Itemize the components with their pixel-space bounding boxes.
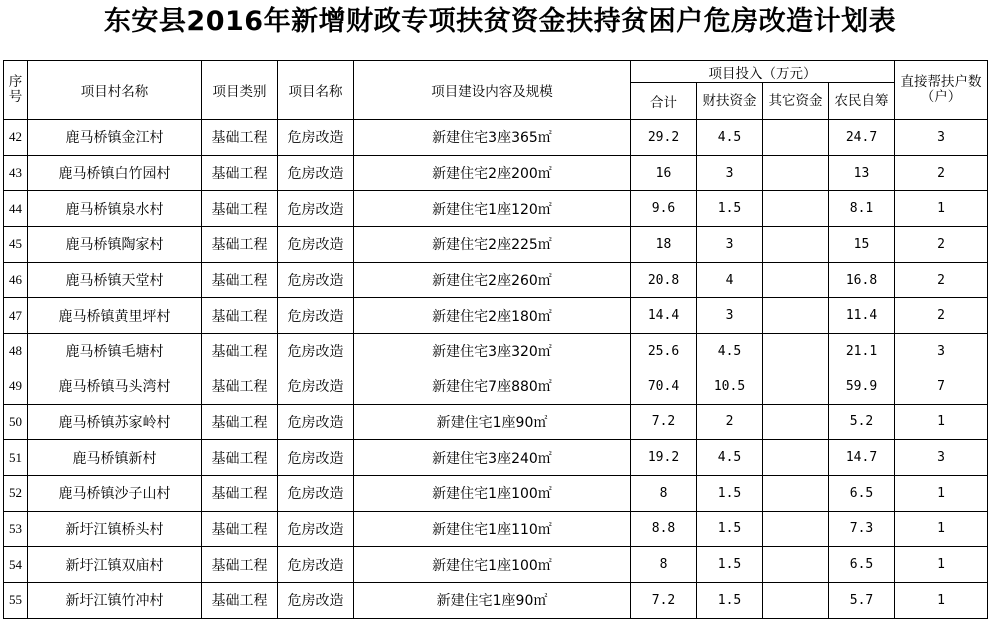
header-village: 项目村名称 [28,61,202,120]
cell-seq: 42 [4,120,28,156]
cell-other [763,369,829,404]
cell-content: 新建住宅2座225㎡ [354,227,631,263]
cell-households: 1 [895,582,988,618]
table-row [4,155,988,191]
cell-farmer: 11.4 [829,298,895,334]
cell-total: 18 [631,227,697,263]
cell-fiscal: 1.5 [697,191,763,227]
cell-content: 新建住宅3座240㎡ [354,440,631,476]
cell-village: 新圩江镇双庙村 [28,547,202,583]
cell-category: 基础工程 [202,440,278,476]
cell-category: 基础工程 [202,298,278,334]
cell-total: 14.4 [631,298,697,334]
cell-fiscal: 3 [697,155,763,191]
cell-fiscal: 1.5 [697,547,763,583]
header-seq: 序号 [4,61,28,120]
cell-farmer: 21.1 [829,334,895,369]
cell-households: 2 [895,227,988,263]
cell-content: 新建住宅2座200㎡ [354,155,631,191]
table-row [4,475,988,511]
cell-households: 3 [895,440,988,476]
cell-seq: 45 [4,227,28,263]
cell-fiscal: 3 [697,298,763,334]
cell-content: 新建住宅2座260㎡ [354,262,631,298]
cell-fiscal: 4.5 [697,440,763,476]
cell-name: 危房改造 [278,547,354,583]
table-row [4,298,988,334]
cell-other [763,155,829,191]
cell-total: 25.6 [631,334,697,369]
cell-category: 基础工程 [202,155,278,191]
cell-content: 新建住宅1座90㎡ [354,404,631,440]
cell-total: 29.2 [631,120,697,156]
cell-other [763,547,829,583]
cell-category: 基础工程 [202,227,278,263]
cell-other [763,440,829,476]
cell-farmer: 59.9 [829,369,895,404]
page-title: 东安县2016年新增财政专项扶贫资金扶持贫困户危房改造计划表 [103,6,897,37]
cell-other [763,298,829,334]
cell-farmer: 5.7 [829,582,895,618]
cell-other [763,227,829,263]
cell-content: 新建住宅3座365㎡ [354,120,631,156]
cell-name: 危房改造 [278,191,354,227]
cell-name: 危房改造 [278,262,354,298]
cell-total: 19.2 [631,440,697,476]
cell-name: 危房改造 [278,298,354,334]
cell-village: 鹿马桥镇新村 [28,440,202,476]
cell-village: 鹿马桥镇苏家岭村 [28,404,202,440]
cell-content: 新建住宅7座880㎡ [354,369,631,404]
cell-village: 鹿马桥镇黄里坪村 [28,298,202,334]
cell-seq: 44 [4,191,28,227]
cell-village: 鹿马桥镇沙子山村 [28,475,202,511]
cell-households: 1 [895,475,988,511]
cell-other [763,120,829,156]
cell-village: 新圩江镇竹冲村 [28,582,202,618]
cell-category: 基础工程 [202,191,278,227]
cell-content: 新建住宅2座180㎡ [354,298,631,334]
cell-households: 1 [895,191,988,227]
cell-farmer: 6.5 [829,475,895,511]
cell-total: 16 [631,155,697,191]
cell-village: 鹿马桥镇金江村 [28,120,202,156]
cell-category: 基础工程 [202,120,278,156]
cell-village: 鹿马桥镇白竹园村 [28,155,202,191]
cell-village: 新圩江镇桥头村 [28,511,202,547]
cell-total: 7.2 [631,582,697,618]
cell-content: 新建住宅1座90㎡ [354,582,631,618]
cell-seq: 47 [4,298,28,334]
cell-fiscal: 1.5 [697,475,763,511]
cell-farmer: 6.5 [829,547,895,583]
cell-seq: 43 [4,155,28,191]
cell-seq: 48 [4,334,28,369]
table-row [4,547,988,583]
cell-households: 3 [895,120,988,156]
cell-seq: 50 [4,404,28,440]
cell-category: 基础工程 [202,369,278,404]
cell-total: 20.8 [631,262,697,298]
cell-farmer: 5.2 [829,404,895,440]
cell-fiscal: 2 [697,404,763,440]
cell-name: 危房改造 [278,227,354,263]
header-households: 直接帮扶户数（户） [895,61,988,120]
cell-name: 危房改造 [278,404,354,440]
cell-name: 危房改造 [278,511,354,547]
cell-other [763,262,829,298]
cell-households: 3 [895,334,988,369]
cell-content: 新建住宅1座100㎡ [354,547,631,583]
cell-farmer: 15 [829,227,895,263]
cell-fiscal: 10.5 [697,369,763,404]
header-other: 其它资金 [763,83,829,120]
cell-other [763,404,829,440]
cell-other [763,582,829,618]
cell-households: 2 [895,298,988,334]
cell-fiscal: 1.5 [697,582,763,618]
table-row [4,369,988,404]
header-total: 合计 [631,83,697,120]
cell-farmer: 14.7 [829,440,895,476]
header-content: 项目建设内容及规模 [354,61,631,120]
cell-seq: 52 [4,475,28,511]
cell-farmer: 8.1 [829,191,895,227]
cell-other [763,334,829,369]
cell-content: 新建住宅3座320㎡ [354,334,631,369]
cell-village: 鹿马桥镇泉水村 [28,191,202,227]
table-row [4,511,988,547]
cell-category: 基础工程 [202,262,278,298]
cell-name: 危房改造 [278,440,354,476]
table-row [4,120,988,156]
table-row [4,334,988,369]
cell-fiscal: 3 [697,227,763,263]
cell-category: 基础工程 [202,547,278,583]
cell-village: 鹿马桥镇毛塘村 [28,334,202,369]
cell-seq: 46 [4,262,28,298]
cell-name: 危房改造 [278,369,354,404]
cell-name: 危房改造 [278,582,354,618]
cell-total: 70.4 [631,369,697,404]
cell-village: 鹿马桥镇陶家村 [28,227,202,263]
cell-fiscal: 4.5 [697,334,763,369]
cell-fiscal: 4.5 [697,120,763,156]
cell-farmer: 13 [829,155,895,191]
cell-content: 新建住宅1座110㎡ [354,511,631,547]
cell-category: 基础工程 [202,582,278,618]
cell-households: 2 [895,262,988,298]
cell-total: 8 [631,547,697,583]
cell-category: 基础工程 [202,475,278,511]
cell-households: 2 [895,155,988,191]
cell-fiscal: 4 [697,262,763,298]
cell-content: 新建住宅1座100㎡ [354,475,631,511]
cell-farmer: 24.7 [829,120,895,156]
cell-content: 新建住宅1座120㎡ [354,191,631,227]
cell-total: 8.8 [631,511,697,547]
cell-seq: 54 [4,547,28,583]
table-row [4,191,988,227]
cell-other [763,191,829,227]
cell-name: 危房改造 [278,155,354,191]
cell-households: 1 [895,511,988,547]
cell-category: 基础工程 [202,511,278,547]
cell-seq: 51 [4,440,28,476]
cell-category: 基础工程 [202,404,278,440]
cell-other [763,511,829,547]
table-row [4,262,988,298]
cell-name: 危房改造 [278,475,354,511]
cell-seq: 49 [4,369,28,404]
cell-farmer: 7.3 [829,511,895,547]
cell-seq: 55 [4,582,28,618]
table-row [4,582,988,618]
cell-total: 9.6 [631,191,697,227]
header-investment: 项目投入（万元） [631,61,895,83]
cell-households: 1 [895,547,988,583]
table-row [4,227,988,263]
cell-farmer: 16.8 [829,262,895,298]
cell-other [763,475,829,511]
cell-village: 鹿马桥镇马头湾村 [28,369,202,404]
table-row [4,440,988,476]
table-body [4,120,988,619]
cell-total: 8 [631,475,697,511]
plan-table [3,60,988,619]
cell-name: 危房改造 [278,120,354,156]
header-name: 项目名称 [278,61,354,120]
cell-fiscal: 1.5 [697,511,763,547]
header-farmer: 农民自筹 [829,83,895,120]
header-category: 项目类别 [202,61,278,120]
cell-total: 7.2 [631,404,697,440]
cell-households: 7 [895,369,988,404]
header-fiscal: 财扶资金 [697,83,763,120]
cell-name: 危房改造 [278,334,354,369]
table-header [4,61,988,120]
cell-seq: 53 [4,511,28,547]
cell-category: 基础工程 [202,334,278,369]
cell-village: 鹿马桥镇天堂村 [28,262,202,298]
table-row [4,404,988,440]
cell-households: 1 [895,404,988,440]
